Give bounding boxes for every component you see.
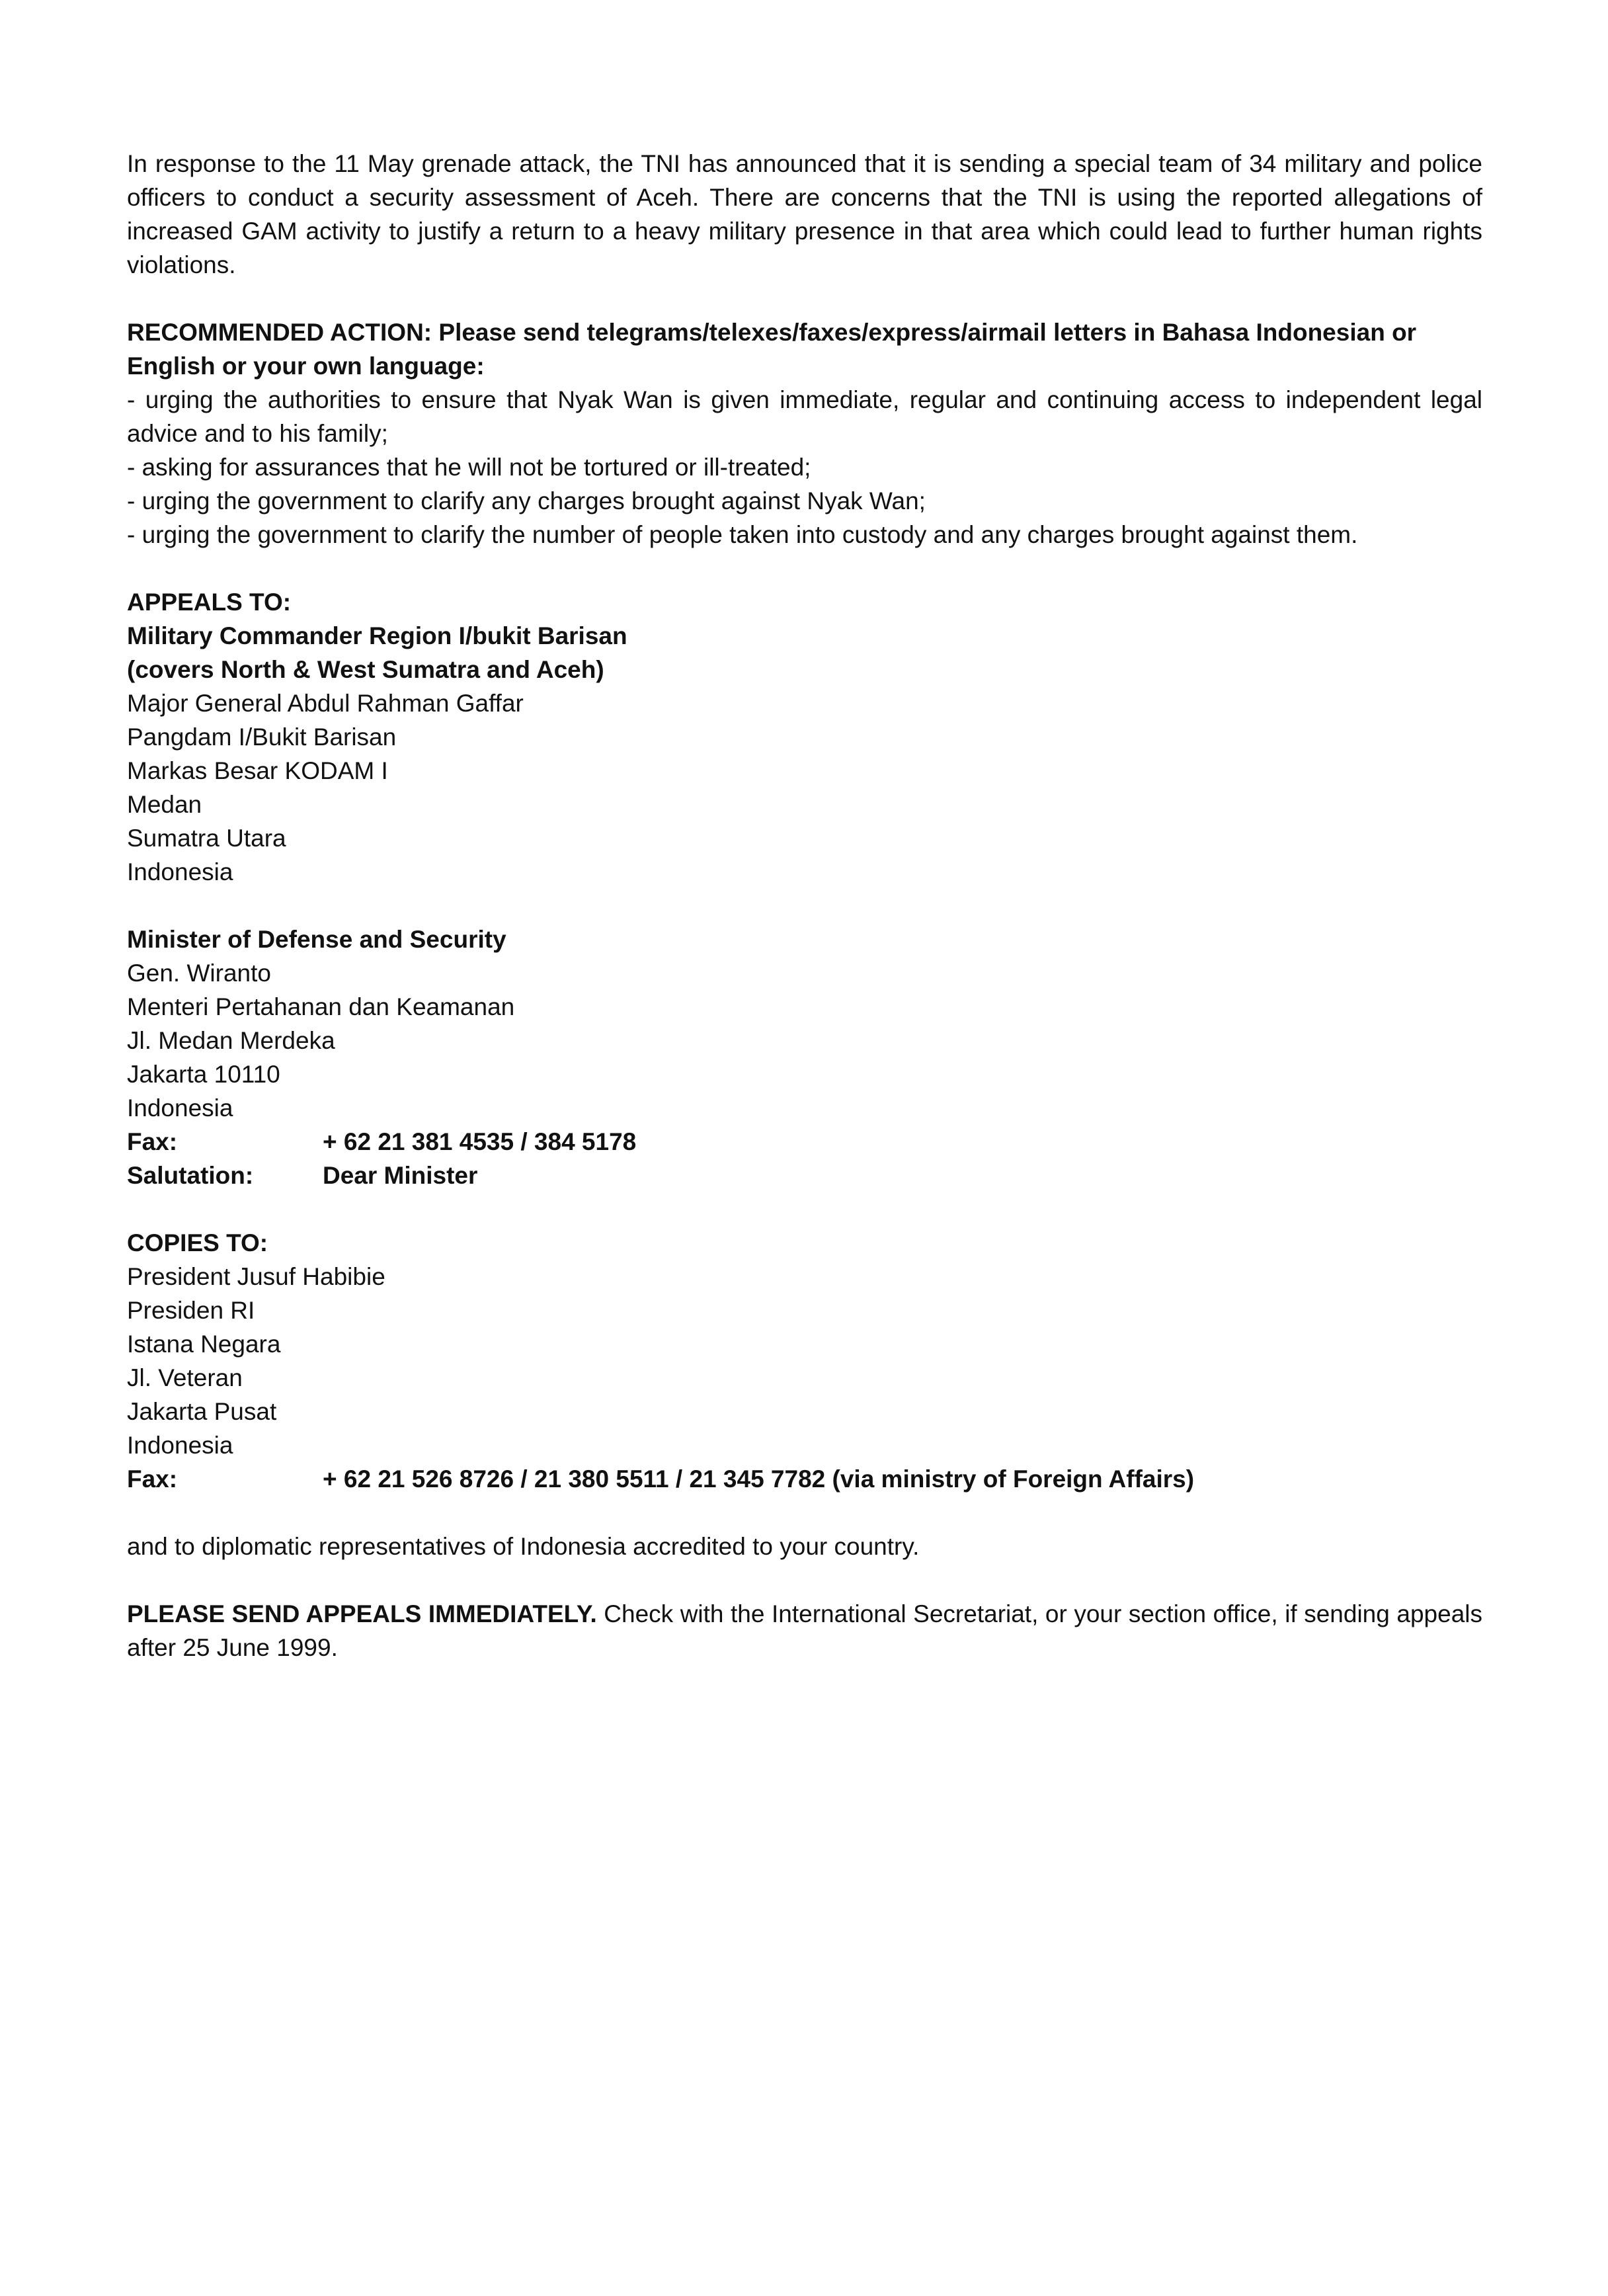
fax-number: + 62 21 381 4535 / 384 5178 — [323, 1128, 637, 1155]
appeals-heading: APPEALS TO: — [127, 589, 292, 616]
recipient-title: Minister of Defense and Security — [127, 926, 506, 953]
spacer — [127, 1192, 1482, 1226]
address-line: Jakarta Pusat — [127, 1398, 277, 1425]
spacer — [127, 282, 1482, 315]
fax-row — [127, 1125, 1482, 1159]
address-line: Indonesia — [127, 858, 233, 885]
diplomatic-note: and to diplomatic representatives of Indonesia accredited to your country. — [127, 1533, 920, 1560]
address-line: Jakarta 10110 — [127, 1061, 280, 1088]
action-item: - asking for assurances that he will not be tortured or ill-treated; — [127, 454, 811, 481]
address-line: Medan — [127, 791, 202, 818]
closing-emphasis: PLEASE SEND APPEALS IMMEDIATELY. — [127, 1600, 597, 1627]
address-line: Indonesia — [127, 1432, 233, 1459]
appeals-section — [127, 585, 1482, 1192]
fax-row — [127, 1462, 1482, 1496]
address-line: Pangdam I/Bukit Barisan — [127, 723, 397, 751]
address-line: Jl. Medan Merdeka — [127, 1027, 335, 1054]
spacer — [127, 889, 1482, 922]
action-item: - urging the government to clarify the number of people taken into custody and any charges brought against them. — [127, 521, 1358, 548]
salutation-row — [127, 1159, 1482, 1192]
spacer — [127, 1496, 1482, 1530]
salutation-label: Salutation: — [127, 1162, 254, 1189]
address-line: Markas Besar KODAM I — [127, 757, 388, 784]
address-line: Jl. Veteran — [127, 1364, 243, 1391]
address-line: Menteri Pertahanan dan Keamanan — [127, 993, 515, 1020]
copies-section — [127, 1226, 1482, 1496]
copies-heading: COPIES TO: — [127, 1229, 268, 1256]
closing-paragraph — [127, 1597, 1482, 1664]
address-line: President Jusuf Habibie — [127, 1263, 385, 1290]
spacer — [127, 552, 1482, 585]
address-line: Major General Abdul Rahman Gaffar — [127, 690, 524, 717]
closing-text: Check with the International Secretariat, or your section office, if sending appeals after 25 June 1999. — [127, 1600, 1482, 1661]
address-line: Istana Negara — [127, 1331, 281, 1358]
fax-number: + 62 21 526 8726 / 21 380 5511 / 21 345 7782 (via ministry of Foreign Affairs) — [323, 1465, 1195, 1493]
address-line: Gen. Wiranto — [127, 960, 271, 987]
recommended-action-section — [127, 315, 1482, 552]
recommended-action-heading: RECOMMENDED ACTION: Please send telegrams/telexes/faxes/express/airmail letters in Bahasa Indonesian or English or your own language: — [127, 319, 1417, 380]
address-line: Sumatra Utara — [127, 825, 286, 852]
spacer — [127, 1563, 1482, 1597]
document-body — [127, 147, 1482, 1664]
action-item: - urging the government to clarify any charges brought against Nyak Wan; — [127, 487, 926, 514]
salutation-value: Dear Minister — [323, 1162, 478, 1189]
action-item: - urging the authorities to ensure that Nyak Wan is given immediate, regular and continuing access to independent legal advice and to his family; — [127, 386, 1482, 447]
fax-label: Fax: — [127, 1465, 178, 1493]
recipient-title: (covers North & West Sumatra and Aceh) — [127, 656, 604, 683]
address-line: Presiden RI — [127, 1297, 255, 1324]
address-line: Indonesia — [127, 1094, 233, 1122]
recipient-title: Military Commander Region I/bukit Barisan — [127, 622, 627, 649]
fax-label: Fax: — [127, 1128, 178, 1155]
intro-paragraph: In response to the 11 May grenade attack, the TNI has announced that it is sending a special team of 34 military and police officers to conduct a security assessment of Aceh. There are concerns that the TNI is using the reported allegations of increased GAM activity to justify a return to a heavy military presence in that area which could lead to further human rights violations. — [127, 150, 1482, 278]
